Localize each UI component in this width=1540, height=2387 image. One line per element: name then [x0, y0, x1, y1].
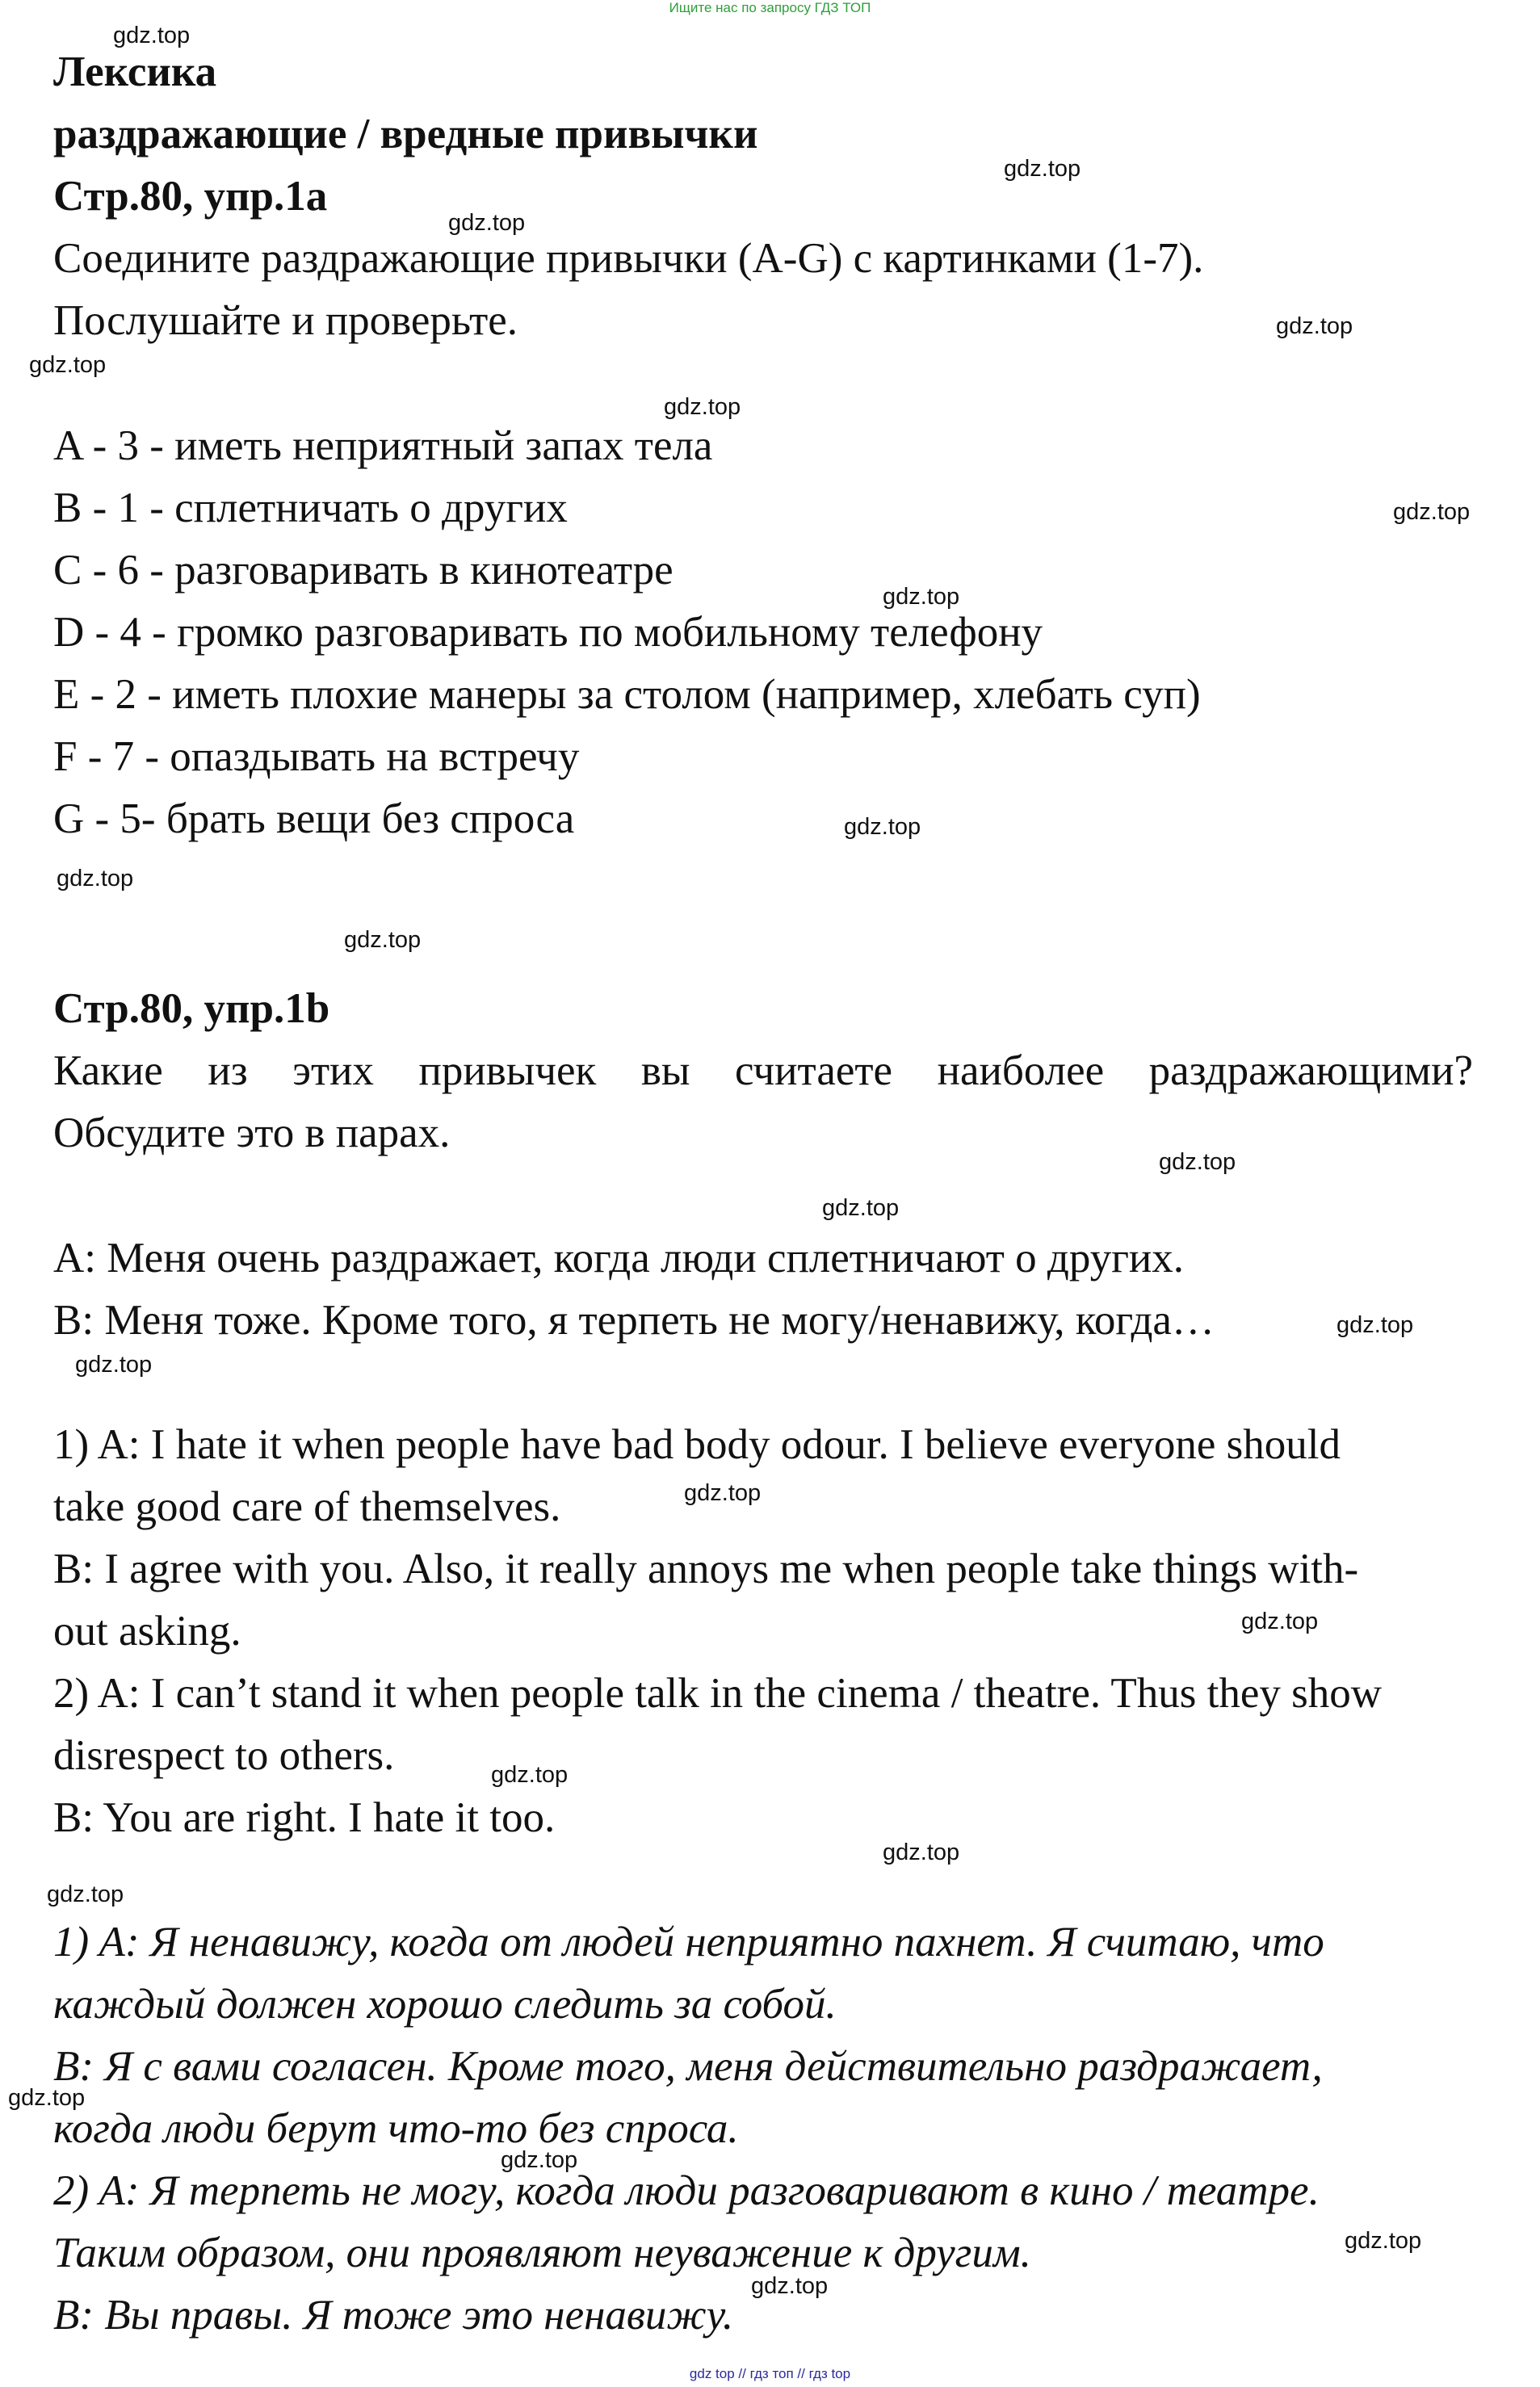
russian-translation-line: 1) A: Я ненавижу, когда от людей неприятно пахнет. Я считаю, что [53, 1919, 1324, 1965]
watermark: gdz.top [1336, 1312, 1414, 1338]
answer-item: A - 3 - иметь неприятный запах тела [53, 422, 713, 469]
english-dialogue-line: 1) A: I hate it when people have bad body odour. I believe everyone should [53, 1421, 1341, 1468]
russian-translation-line: B: Вы правы. Я тоже это ненавижу. [53, 2292, 734, 2339]
watermark: gdz.top [491, 1762, 569, 1788]
answer-item: G - 5- брать вещи без спроса [53, 795, 575, 842]
bottom-banner[interactable]: gdz top // гдз топ // гдз top [689, 2366, 851, 2381]
example-dialogue-b: B: Меня тоже. Кроме того, я терпеть не могу/ненавижу, когда… [53, 1297, 1215, 1344]
section-subtitle: раздражающие / вредные привычки [53, 111, 758, 157]
english-dialogue-line: B: I agree with you. Also, it really annoys me when people take things with- [53, 1546, 1359, 1592]
exercise-1a-task-line-1: Соедините раздражающие привычки (A-G) с картинками (1-7). [53, 235, 1204, 282]
russian-translation-line: когда люди берут что-то без спроса. [53, 2105, 739, 2152]
watermark: gdz.top [1276, 313, 1353, 339]
watermark: gdz.top [751, 2273, 829, 2299]
watermark: gdz.top [883, 1840, 960, 1865]
watermark: gdz.top [75, 1352, 153, 1378]
watermark: gdz.top [822, 1195, 900, 1221]
section-title: Лексика [53, 48, 217, 95]
russian-translation-line: 2) A: Я терпеть не могу, когда люди разговаривают в кино / театре. [53, 2167, 1320, 2214]
russian-translation-line: каждый должен хорошо следить за собой. [53, 1981, 837, 2028]
example-dialogue-a: A: Меня очень раздражает, когда люди сплетничают о других. [53, 1235, 1185, 1282]
watermark: gdz.top [1345, 2228, 1422, 2254]
answer-item: F - 7 - опаздывать на встречу [53, 733, 580, 780]
watermark: gdz.top [29, 352, 107, 378]
exercise-1a-task-line-2: Послушайте и проверьте. [53, 297, 518, 344]
watermark: gdz.top [344, 927, 422, 953]
english-dialogue-line: out asking. [53, 1608, 241, 1655]
watermark: gdz.top [47, 1881, 124, 1907]
english-dialogue-line: disrespect to others. [53, 1732, 395, 1779]
russian-translation-line: B: Я с вами согласен. Кроме того, меня действительно раздражает, [53, 2043, 1323, 2090]
watermark: gdz.top [1393, 499, 1471, 525]
english-dialogue-line: 2) A: I can’t stand it when people talk in the cinema / theatre. Thus they show [53, 1670, 1383, 1717]
watermark: gdz.top [501, 2147, 578, 2173]
watermark: gdz.top [1241, 1609, 1319, 1634]
exercise-1b-label: Стр.80, упр.1b [53, 985, 330, 1032]
watermark: gdz.top [448, 210, 526, 236]
english-dialogue-line: B: You are right. I hate it too. [53, 1794, 556, 1841]
watermark: gdz.top [684, 1480, 762, 1506]
watermark: gdz.top [883, 584, 960, 610]
answer-item: B - 1 - сплетничать о других [53, 485, 568, 531]
exercise-1b-task-line-2: Обсудите это в парах. [53, 1110, 451, 1156]
watermark: gdz.top [1159, 1149, 1236, 1175]
watermark: gdz.top [113, 23, 191, 48]
watermark: gdz.top [664, 394, 741, 420]
watermark: gdz.top [57, 866, 134, 891]
exercise-1a-label: Стр.80, упр.1a [53, 173, 328, 220]
answer-item: C - 6 - разговаривать в кинотеатре [53, 547, 673, 594]
russian-translation-line: Таким образом, они проявляют неуважение к другим. [53, 2230, 1031, 2276]
watermark: gdz.top [8, 2085, 86, 2111]
top-banner[interactable]: Ищите нас по запросу ГДЗ ТОП [669, 0, 871, 15]
english-dialogue-line: take good care of themselves. [53, 1483, 561, 1530]
watermark: gdz.top [1004, 156, 1081, 182]
answer-item: E - 2 - иметь плохие манеры за столом (например, хлебать суп) [53, 671, 1201, 718]
watermark: gdz.top [844, 814, 921, 840]
answer-item: D - 4 - громко разговаривать по мобильному телефону [53, 609, 1043, 656]
exercise-1b-task-line-1: Какие из этих привычек вы считаете наиболее раздражающими? [53, 1047, 1473, 1094]
